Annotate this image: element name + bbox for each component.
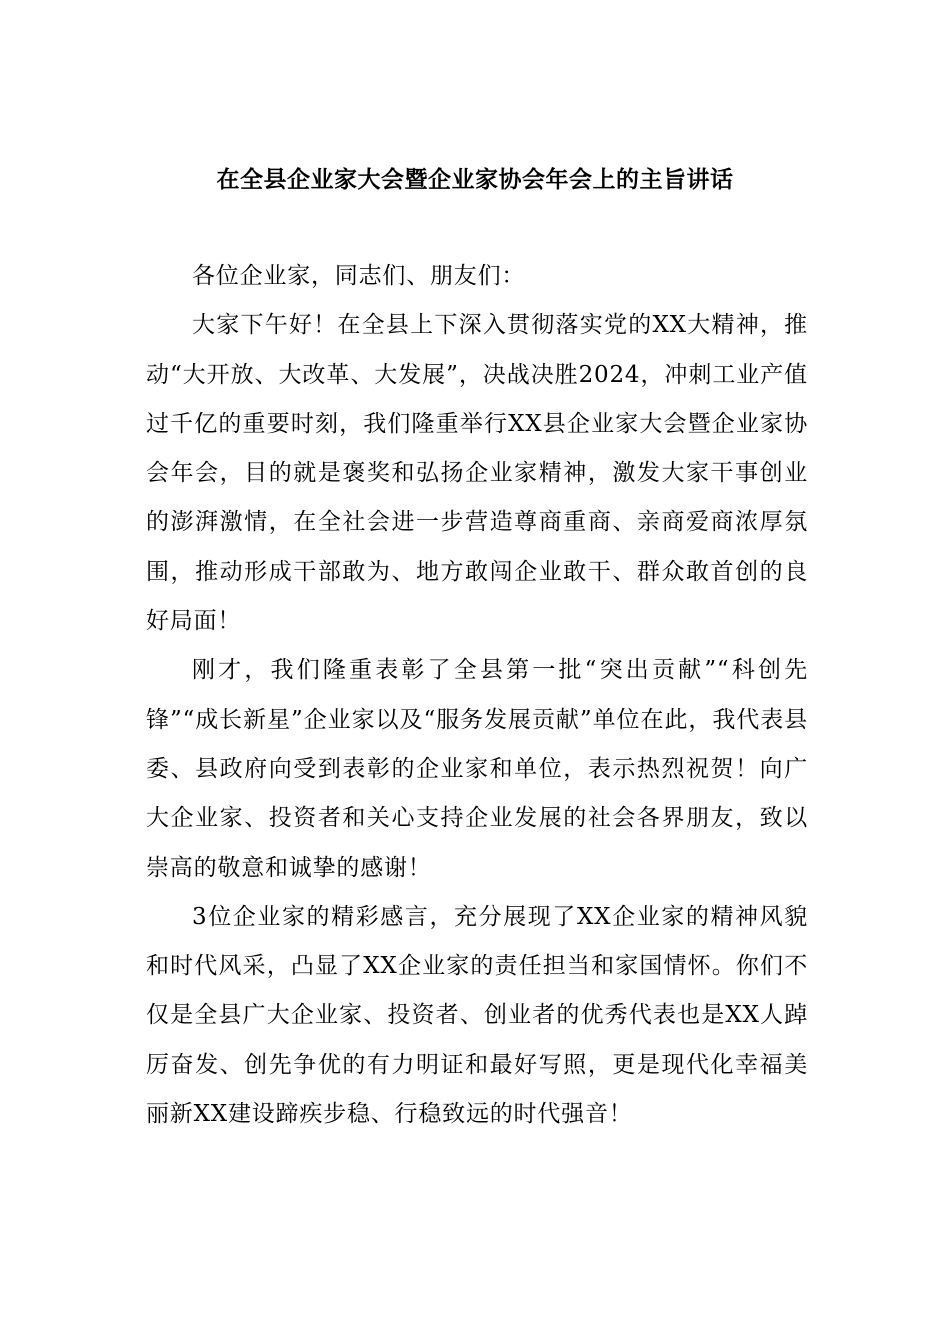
document-body [146,252,808,1139]
body-paragraph: 3位企业家的精彩感言，充分展现了XX企业家的精神风貌和时代风采，凸显了XX企业家的责任担当和家国情怀。你们不仅是全县广大企业家、投资者、创业者的优秀代表也是XX人踔厉奋发、创先争优的有力明证和最好写照，更是现代化幸福美丽新XX建设蹄疾步稳、行稳致远的时代强音！ [146,903,808,1128]
body-paragraph: 大家下午好！在全县上下深入贯彻落实党的XX大精神，推动“大开放、大改革、大发展”，决战决胜2024，冲刺工业产值过千亿的重要时刻，我们隆重举行XX县企业家大会暨企业家协会年会，目的就是褒奖和弘扬企业家精神，激发大家干事创业的澎湃激情，在全社会进一步营造尊商重商、亲商爱商浓厚氛围，推动形成干部敢为、地方敢闯企业敢干、群众敢首创的良好局面！ [146,312,808,635]
document-title: 在全县企业家大会暨企业家协会年会上的主旨讲话 [216,166,734,193]
body-paragraph: 刚才，我们隆重表彰了全县第一批“突出贡献”“科创先锋”“成长新星”企业家以及“服务发展贡献”单位在此，我代表县委、县政府向受到表彰的企业家和单位，表示热烈祝贺！向广大企业家、投资者和关心支持企业发展的社会各界朋友，致以崇高的敬意和诚挚的感谢！ [146,657,808,881]
salutation-paragraph: 各位企业家，同志们、朋友们： [192,263,526,289]
